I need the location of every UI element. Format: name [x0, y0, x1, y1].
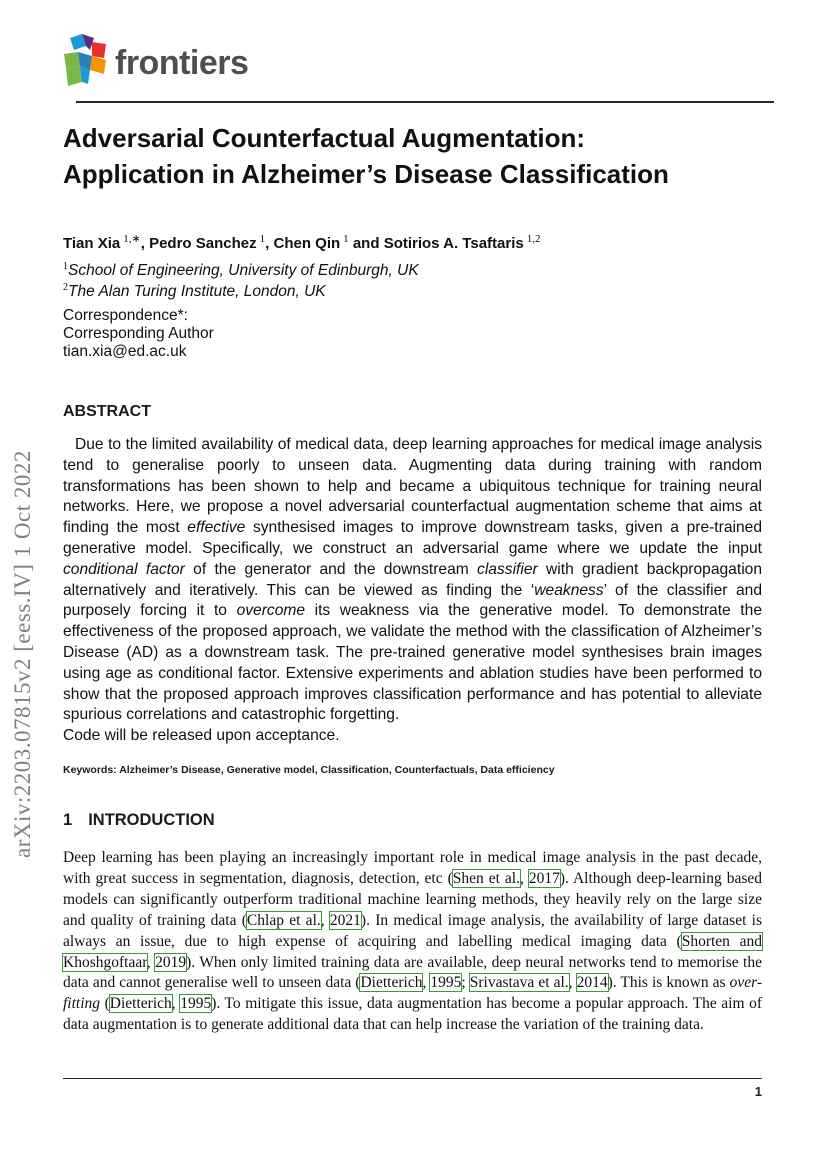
affiliation-text: The Alan Turing Institute, London, UK: [68, 283, 326, 301]
author-name: Tian Xia: [63, 235, 121, 252]
body-text-run: (: [100, 995, 110, 1013]
abstract-emphasis: conditional factor: [63, 560, 185, 578]
section-heading-introduction: [63, 811, 215, 830]
header-divider: [76, 101, 774, 103]
author-name: Sotirios A. Tsaftaris: [383, 235, 524, 252]
body-text-run: ). To mitigate this issue, data augmentation has become a popular approach. The aim of data augmentation is to generate additional data that can help increase the variation of the training data.: [63, 995, 762, 1034]
frontiers-logo-mark-icon: [62, 32, 112, 90]
author-affiliation-mark: 1: [343, 233, 349, 245]
body-text-run: ;: [461, 974, 470, 992]
abstract-code-note: Code will be released upon acceptance.: [63, 727, 340, 745]
body-text-run: ,: [146, 953, 156, 971]
body-text-run: ,: [171, 995, 181, 1013]
logo-wordmark: frontiers: [115, 44, 249, 82]
abstract-text-run: its weakness via the generative model. To demonstrate the effectiveness of the proposed approach, we validate the method with the classification of Alzheimer’s Disease (AD) as a downstream task. The pre-trained generative model synthesises brain images using age as conditional factor. Extensive experiments and ablation studies have been performed to show that the proposed approach improves classification performance and has potential to alleviate spurious correlations and catastrophic forgetting.: [63, 602, 762, 724]
frontiers-logo[interactable]: [62, 32, 262, 90]
author-separator: ,: [265, 235, 274, 252]
abstract-text-run: of the generator and the downstream: [184, 560, 478, 578]
correspondence-role: Corresponding Author: [63, 325, 214, 342]
citation-link[interactable]: 1995: [430, 974, 462, 992]
keywords-line: Keywords: Alzheimer’s Disease, Generative model, Classification, Counterfactuals, Data efficiency: [63, 764, 555, 776]
author-affiliation-mark: 1,∗: [123, 233, 141, 245]
abstract-body: [63, 435, 762, 747]
body-text-run: ,: [568, 974, 577, 992]
body-text-run: ). In medical image analysis, the availability of large dataset is always an issue, due to high expense of acquiring and labelling medical imaging data (: [63, 911, 763, 950]
citation-link[interactable]: Shorten and Khoshgoftaar: [63, 932, 762, 971]
body-emphasis: over-fitting: [63, 974, 762, 1013]
abstract-text-run: Due to the limited availability of medical data, deep learning approaches for medical image analysis tend to generalise poorly to unseen data. Augmenting data during training with random transformations has been shown to help and became a ubiquitous technique for training neural networks. Here, we propose a novel adversarial counterfactual augmentation scheme that aims at finding the most: [63, 436, 762, 537]
section-number: 1: [63, 811, 73, 829]
arxiv-identifier[interactable]: arXiv:2203.07815v2 [eess.IV] 1 Oct 2022: [10, 450, 35, 858]
affiliation: [63, 261, 419, 280]
citation-link[interactable]: Shen et al.: [452, 869, 520, 887]
body-text-run: ,: [422, 974, 431, 992]
body-text-run: ). This is known as: [607, 974, 730, 992]
body-text-run: ). When only limited training data are available, deep neural networks tend to memorise the data and cannot generalise well to unseen data (: [63, 953, 762, 992]
affiliation-number: 1: [63, 261, 68, 272]
abstract-text-run: synthesised images to improve downstream tasks, given a pre-trained generative model. Specifically, we construct an adversarial game where we update the input: [63, 519, 762, 557]
abstract-heading: ABSTRACT: [63, 403, 151, 420]
correspondence-email[interactable]: tian.xia@ed.ac.uk: [63, 343, 187, 360]
abstract-paragraph: [63, 435, 762, 726]
citation-link[interactable]: 2017: [528, 869, 560, 887]
citation-link[interactable]: Chlap et al.: [246, 911, 321, 929]
abstract-text-run: with gradient backpropagation alternatively and iteratively. This can be viewed as finding the ‘: [63, 560, 762, 599]
citation-link[interactable]: Srivastava et al.: [469, 974, 569, 992]
citation-link[interactable]: 1995: [180, 995, 212, 1013]
paper-title: Adversarial Counterfactual Augmentation: Application in Alzheimer’s Disease Classification: [63, 123, 669, 189]
body-text-run: ,: [320, 911, 330, 929]
affiliation-number: 2: [63, 282, 68, 293]
citation-link[interactable]: Dietterich: [109, 995, 172, 1013]
affiliation: [63, 282, 326, 301]
author-name: Pedro Sanchez: [149, 235, 257, 252]
citation-link[interactable]: Dietterich: [360, 974, 423, 992]
abstract-text-run: ’ of the classifier and purposely forcing it to: [63, 581, 762, 620]
author-name: Chen Qin: [273, 235, 341, 252]
page-number: 1: [754, 1084, 762, 1099]
abstract-emphasis: overcome: [236, 602, 306, 620]
citation-link[interactable]: 2014: [576, 974, 608, 992]
body-text-run: ). Although deep-learning based models can significantly outperform traditional machine learning methods, they heavily rely on the large size and quality of training data (: [63, 869, 762, 929]
citation-link[interactable]: 2021: [329, 911, 361, 929]
abstract-emphasis: effective: [187, 519, 246, 537]
footer-divider: [63, 1078, 762, 1079]
author-separator: ,: [140, 235, 150, 252]
affiliation-text: School of Engineering, University of Edinburgh, UK: [68, 262, 419, 280]
abstract-emphasis: classifier: [477, 560, 538, 578]
correspondence-label: Correspondence*:: [63, 307, 188, 324]
citation-link[interactable]: 2019: [155, 953, 187, 971]
abstract-emphasis: weakness: [534, 581, 604, 599]
author-separator: and: [348, 235, 384, 252]
author-affiliation-mark: 1: [259, 233, 266, 245]
author-list: [63, 232, 541, 252]
body-text-run: ,: [519, 869, 529, 887]
section-title: INTRODUCTION: [88, 811, 215, 829]
introduction-paragraph: [63, 848, 762, 1036]
author-affiliation-mark: 1,2: [526, 233, 541, 245]
body-text-run: Deep learning has been playing an increasingly important role in medical image analysis in the past decade, with great success in segmentation, diagnosis, detection, etc (: [63, 849, 762, 887]
